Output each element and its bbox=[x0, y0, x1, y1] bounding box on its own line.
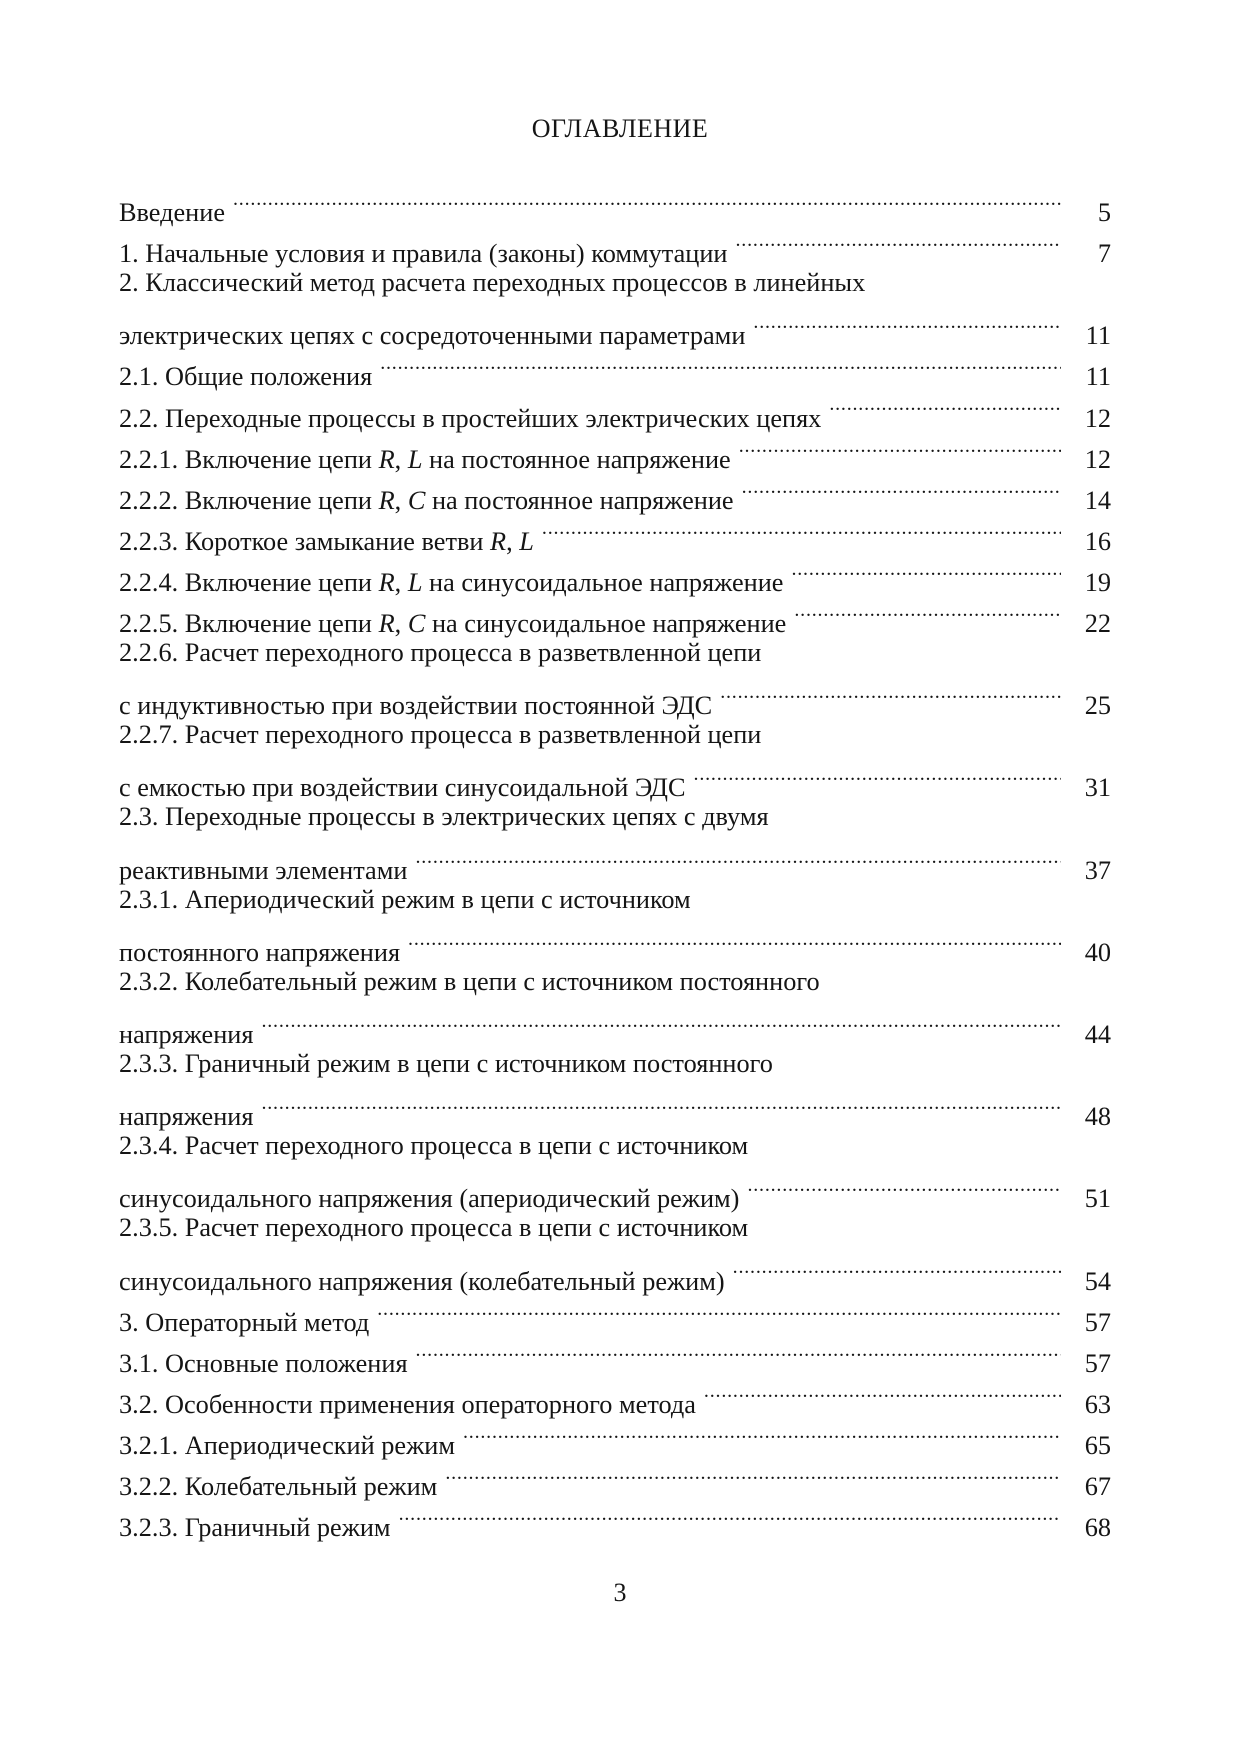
toc-entry bbox=[119, 796, 1111, 837]
dot-leader bbox=[753, 303, 1061, 344]
toc-entry-page: 63 bbox=[1084, 1389, 1111, 1419]
toc-entry bbox=[119, 344, 1111, 392]
toc-entry-page: 65 bbox=[1084, 1430, 1111, 1460]
toc-entry-text: 2.2. Переходные процессы в простейших электрических цепях bbox=[119, 403, 822, 433]
toc-entry-text: 2.3.4. Расчет переходного процесса в цепи с источником bbox=[119, 1131, 749, 1161]
toc-entry-page: 57 bbox=[1084, 1348, 1111, 1378]
dot-leader bbox=[829, 385, 1061, 426]
toc-entry bbox=[119, 509, 1111, 556]
toc-entry-text: с индуктивностью при воздействии постоянной ЭДС bbox=[119, 691, 713, 721]
toc-entry-text: 3.2. Особенности применения операторного метода bbox=[119, 1389, 696, 1419]
toc-entry-page: 31 bbox=[1084, 773, 1111, 803]
toc-entry-page: 67 bbox=[1084, 1472, 1111, 1501]
dot-leader bbox=[380, 344, 1061, 385]
toc-entry-text: 2.2.3. Короткое замыкание ветви R, L bbox=[119, 526, 534, 556]
toc-entry bbox=[119, 1166, 1111, 1214]
toc-entry-text: синусоидального напряжения (колебательный режим) bbox=[119, 1266, 725, 1296]
dot-leader bbox=[399, 1495, 1061, 1536]
toc-entry-text: 2.3. Переходные процессы в электрических цепях с двумя bbox=[119, 802, 769, 832]
toc-entry-text: 2.3.1. Апериодический режим в цепи с источником bbox=[119, 884, 691, 914]
dot-leader bbox=[794, 591, 1061, 632]
dot-leader bbox=[704, 1372, 1061, 1413]
toc-entry bbox=[119, 920, 1111, 967]
toc-entry-text: синусоидального напряжения (апериодический режим) bbox=[119, 1184, 740, 1214]
toc-entry bbox=[119, 1331, 1111, 1378]
table-of-contents bbox=[119, 180, 1111, 1543]
toc-entry-text: 2.2.7. Расчет переходного процесса в разветвленной цепи bbox=[119, 720, 762, 750]
toc-entry bbox=[119, 1413, 1111, 1460]
dot-leader bbox=[463, 1413, 1061, 1454]
toc-entry-page: 37 bbox=[1084, 855, 1111, 885]
toc-entry-text: напряжения bbox=[119, 1019, 254, 1049]
toc-entry-text: 3. Операторный метод bbox=[119, 1307, 370, 1337]
toc-entry-page: 25 bbox=[1084, 691, 1111, 721]
toc-entry bbox=[119, 673, 1111, 721]
toc-entry-text: 1. Начальные условия и правила (законы) коммутации bbox=[119, 239, 728, 269]
toc-entry-page: 7 bbox=[1097, 239, 1111, 269]
dot-leader bbox=[377, 1290, 1061, 1331]
toc-entry bbox=[119, 1248, 1111, 1296]
toc-entry-text: постоянного напряжения bbox=[119, 937, 401, 967]
dot-leader bbox=[408, 920, 1061, 961]
toc-entry-page: 5 bbox=[1097, 198, 1111, 228]
toc-entry bbox=[119, 879, 1111, 920]
toc-entry-page: 14 bbox=[1084, 485, 1111, 515]
toc-entry-page: 12 bbox=[1084, 403, 1111, 433]
toc-entry-page: 40 bbox=[1084, 937, 1111, 967]
dot-leader bbox=[720, 673, 1061, 714]
toc-entry bbox=[119, 427, 1111, 474]
toc-entry-text: 3.2.3. Граничный режим bbox=[119, 1513, 391, 1543]
toc-entry-page: 16 bbox=[1084, 526, 1111, 556]
toc-entry-page: 22 bbox=[1084, 609, 1111, 639]
toc-entry bbox=[119, 1290, 1111, 1337]
toc-entry-page: 54 bbox=[1084, 1266, 1111, 1296]
dot-leader bbox=[416, 1331, 1061, 1372]
dot-leader bbox=[542, 509, 1061, 550]
dot-leader bbox=[261, 1002, 1061, 1043]
toc-entry-text: напряжения bbox=[119, 1102, 254, 1132]
toc-entry-text: 2.2.6. Расчет переходного процесса в разветвленной цепи bbox=[119, 638, 762, 668]
dot-leader bbox=[791, 550, 1061, 591]
page-number: 3 bbox=[613, 1578, 627, 1607]
toc-entry-text: 2.1. Общие положения bbox=[119, 362, 373, 392]
toc-entry bbox=[119, 221, 1111, 269]
toc-entry-text: 2.2.2. Включение цепи R, C на постоянное напряжение bbox=[119, 485, 734, 515]
toc-entry bbox=[119, 262, 1111, 303]
toc-entry-text: 2.3.2. Колебательный режим в цепи с источником постоянного bbox=[119, 966, 820, 996]
dot-leader bbox=[742, 468, 1061, 509]
toc-entry bbox=[119, 1002, 1111, 1049]
toc-entry-text: 2. Классический метод расчета переходных процессов в линейных bbox=[119, 268, 866, 298]
toc-entry bbox=[119, 961, 1111, 1002]
toc-entry-page: 44 bbox=[1084, 1019, 1111, 1049]
toc-entry-page: 12 bbox=[1084, 444, 1111, 474]
dot-leader bbox=[694, 755, 1061, 796]
toc-entry-text: с емкостью при воздействии синусоидальной ЭДС bbox=[119, 773, 686, 803]
toc-entry bbox=[119, 1454, 1111, 1501]
toc-entry bbox=[119, 180, 1111, 228]
toc-entry bbox=[119, 385, 1111, 433]
toc-entry bbox=[119, 755, 1111, 803]
toc-entry-text: 2.2.4. Включение цепи R, L на синусоидальное напряжение bbox=[119, 567, 784, 597]
toc-entry bbox=[119, 1125, 1111, 1166]
toc-entry-text: 3.2.2. Колебательный режим bbox=[119, 1472, 438, 1501]
dot-leader bbox=[739, 427, 1061, 468]
dot-leader bbox=[233, 180, 1061, 221]
dot-leader bbox=[415, 838, 1061, 879]
toc-entry-text: реактивными элементами bbox=[119, 855, 408, 885]
toc-entry bbox=[119, 1043, 1111, 1084]
toc-entry-page: 11 bbox=[1085, 362, 1111, 392]
toc-entry-text: 3.2.1. Апериодический режим bbox=[119, 1430, 455, 1460]
toc-entry-text: 2.3.3. Граничный режим в цепи с источником постоянного bbox=[119, 1048, 773, 1078]
toc-entry bbox=[119, 1084, 1111, 1132]
toc-entry-page: 11 bbox=[1085, 321, 1111, 351]
toc-entry bbox=[119, 632, 1111, 673]
page-title: ОГЛАВЛЕНИЕ bbox=[531, 114, 709, 143]
toc-entry bbox=[119, 1207, 1111, 1248]
toc-entry bbox=[119, 1372, 1111, 1419]
toc-entry-text: 2.2.1. Включение цепи R, L на постоянное напряжение bbox=[119, 444, 731, 474]
dot-leader bbox=[747, 1166, 1061, 1207]
toc-entry bbox=[119, 1495, 1111, 1543]
dot-leader bbox=[733, 1248, 1061, 1289]
dot-leader bbox=[261, 1084, 1061, 1125]
toc-entry-text: 3.1. Основные положения bbox=[119, 1348, 408, 1378]
toc-entry bbox=[119, 714, 1111, 755]
dot-leader bbox=[445, 1454, 1061, 1495]
toc-entry bbox=[119, 550, 1111, 597]
toc-entry-text: Введение bbox=[119, 198, 225, 228]
toc-entry-text: 2.2.5. Включение цепи R, C на синусоидальное напряжение bbox=[119, 609, 787, 639]
toc-entry-page: 68 bbox=[1084, 1513, 1111, 1543]
toc-entry bbox=[119, 468, 1111, 515]
dot-leader bbox=[736, 221, 1062, 262]
toc-entry bbox=[119, 591, 1111, 639]
toc-entry bbox=[119, 838, 1111, 885]
toc-entry-text: электрических цепях с сосредоточенными параметрами bbox=[119, 321, 746, 351]
toc-entry-page: 48 bbox=[1084, 1102, 1111, 1132]
toc-entry bbox=[119, 303, 1111, 351]
toc-entry-page: 51 bbox=[1084, 1184, 1111, 1214]
toc-entry-page: 57 bbox=[1084, 1307, 1111, 1337]
toc-entry-page: 19 bbox=[1084, 567, 1111, 597]
toc-entry-text: 2.3.5. Расчет переходного процесса в цепи с источником bbox=[119, 1213, 749, 1243]
